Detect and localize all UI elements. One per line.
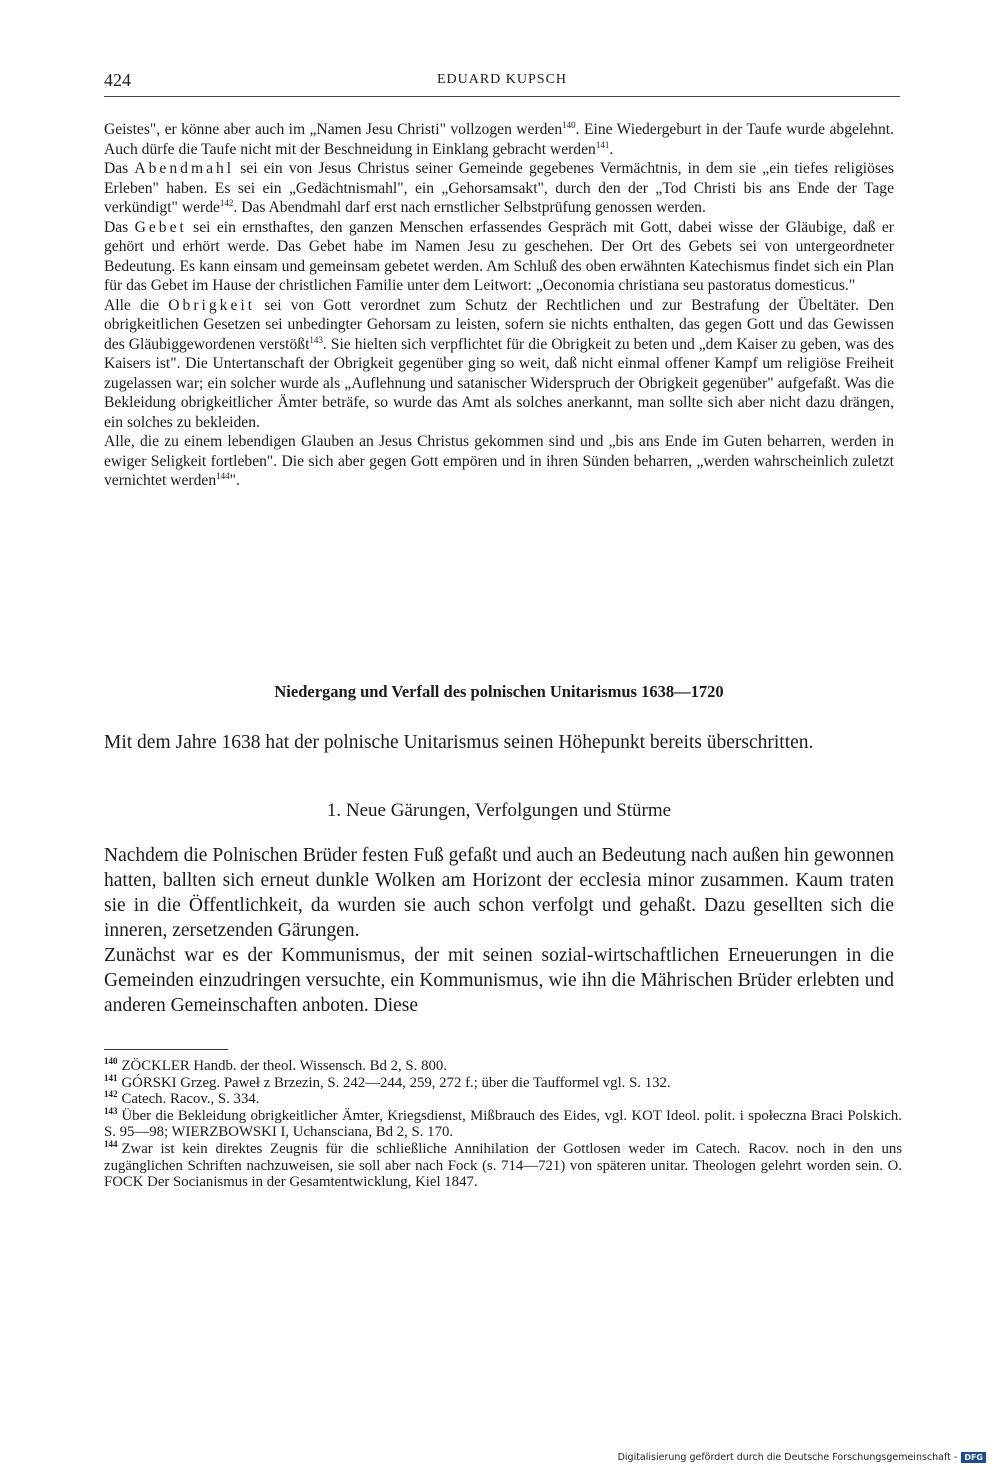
body-paragraph: Zunächst war es der Kommunismus, der mit seinen sozial-wirtschaftlichen Erneuerungen in die Gemeinden einzudringen versuchte, ein Kommunismus, wie ihn die Mährischen Brüder erlebten und anderen Gemeinschaften anboten. Diese xyxy=(104,945,894,1016)
footnote-number: 143 xyxy=(104,1105,118,1116)
footnote-ref-142[interactable]: 142 xyxy=(219,197,234,208)
footnote-140: $^{140}$ ZÖCKLER Handb. der theol. Wissensch. Bd 2, S. 800. xyxy=(104,1056,447,1074)
footnote-ref-140[interactable]: 140 xyxy=(562,119,576,130)
paragraph-baptism: Geistes", er könne aber auch im „Namen Jesu Christi" vollzogen werden$^{140}$. Eine Wiedergeburt in der Taufe wurde abgelehnt. Auch dürfe die Taufe nicht mit der Beschneidung in Einklang gebracht werden$^{141}$. xyxy=(104,119,894,158)
running-title: EDUARD KUPSCH xyxy=(436,72,568,87)
footnote-ref-141[interactable]: 141 xyxy=(595,139,610,150)
header-rule xyxy=(104,96,900,97)
term-gebet: Gebet xyxy=(134,218,187,236)
paragraph-gebet: Das Gebet sei ein ernsthaftes, den ganzen Menschen erfassendes Gespräch mit Gott, dabei wisse der Gläubige, daß er gehört und erhört werde. Das Gebet habe im Namen Jesu zu geschehen. Der Ort des Gebets sei von untergeordneter Bedeutung. Es kann einsam und gemeinsam gebetet werden. Am Schluß des oben erwähnten Katechismus findet sich ein Plan für das Gebet im Hause der christlichen Familie unter dem Leitwort: „Oeconomia christiana seu pastoratus domesticus." xyxy=(104,218,894,294)
doctrine-section xyxy=(104,120,894,491)
intro-paragraph: Mit dem Jahre 1638 hat der polnische Unitarismus seinen Höhepunkt bereits überschritten. xyxy=(104,732,814,753)
footnote-number: 142 xyxy=(104,1089,118,1100)
footnote-ref-143[interactable]: 143 xyxy=(309,334,323,345)
footnote-number: 140 xyxy=(104,1056,118,1067)
footnote-144: $^{144}$ Zwar ist kein direktes Zeugnis für die schließliche Annihilation der Gottlosen weder im Catech. Racov. noch in den uns zugänglichen Schriften nachzuweisen, sie soll aber nach Fock (s. 714—721) von späteren unitar. Theologen gelehrt worden sein. O. FOCK Der Socianismus in der Gesamtentwicklung, Kiel 1847. xyxy=(104,1139,902,1191)
page-header xyxy=(104,70,900,94)
section-heading: Niedergang und Verfall des polnischen Unitarismus 1638—1720 xyxy=(274,682,724,701)
footnote-number: 141 xyxy=(104,1072,118,1083)
paragraph-obrigkeit: Alle die Obrigkeit sei von Gott verordnet zum Schutz der Rechtlichen und zur Bestrafung der Übeltäter. Den obrigkeitlichen Gesetzen sei unbedingter Gehorsam zu leisten, sofern sie nichts enthalten, das gegen Gott und das Gewissen des Gläubiggewordenen verstößt$^{143}$. Sie hielten sich verpflichtet für die Obrigkeit zu beten und „dem Kaiser zu geben, was des Kaisers ist". Die Untertanschaft der Obrigkeit gegenüber ging so weit, daß nicht einmal offener Kampf um religiöse Freiheit zugelassen war; ein solcher wurde als „Auflehnung und satanischer Widerspruch der Obrigkeit gegenüber" aufgefaßt. Was die Bekleidung obrigkeitlicher Ämter beträfe, so wurde das Amt als solches anerkannt, man sollte sich aber nicht dazu drängen, ein solches zu bekleiden. xyxy=(104,296,894,431)
credit-text: Digitalisierung gefördert durch die Deutsche Forschungsgemeinschaft - xyxy=(617,1452,958,1463)
footnote-143: $^{143}$ Über die Bekleidung obrigkeitlicher Ämter, Kriegsdienst, Mißbrauch des Eides, vgl. KOT Ideol. polit. i społeczna Braci Polskich. S. 95—98; WIERZBOWSKI I, Uchansciana, Bd 2, S. 170. xyxy=(104,1105,902,1141)
footnote-142: $^{142}$ Catech. Racov., S. 334. xyxy=(104,1089,260,1108)
footnotes xyxy=(104,1058,902,1191)
page-number: 424 xyxy=(104,70,131,90)
term-obrigkeit: Obrigkeit xyxy=(168,296,256,314)
footnote-number: 144 xyxy=(104,1139,118,1150)
subsection-heading: 1. Neue Gärungen, Verfolgungen und Stürme xyxy=(326,800,672,821)
paragraph-eschatology: Alle, die zu einem lebendigen Glauben an Jesus Christus gekommen sind und „bis ans Ende im Guten beharren, werden in ewiger Seligkeit fortleben". Die sich aber gegen Gott empören und in ihren Sünden beharren, „werden wahrscheinlich zuletzt vernichtet werden$^{144}$". xyxy=(104,433,894,489)
body-text xyxy=(104,843,894,1018)
footnote-rule xyxy=(104,1049,228,1050)
paragraph-abendmahl: Das Abendmahl sei ein von Jesus Christus seiner Gemeinde gegebenes Vermächtnis, in dem sie „ein tiefes religiöses Erleben" haben. Es sei ein „Gedächtnismahl", ein „Gehorsamsakt", durch den der „Tod Christi bis ans Ende der Tage verkündigt" werde$^{142}$. Das Abendmahl darf erst nach ernstlicher Selbstprüfung genossen werden. xyxy=(104,160,894,216)
footnote-141: $^{141}$ GÓRSKI Grzeg. Paweł z Brzezin, S. 242—244, 259, 272 f.; über die Taufformel vgl. S. 132. xyxy=(104,1072,671,1091)
footnote-ref-144[interactable]: 144 xyxy=(216,470,230,481)
body-paragraph: Nachdem die Polnischen Brüder festen Fuß gefaßt und auch an Bedeutung nach außen hin gewonnen hatten, ballten sich erneut dunkle Wolken am Horizont der ecclesia minor zusammen. Kaum traten sie in die Öffentlichkeit, da wurden sie auch schon verfolgt und gehaßt. Dazu gesellten sich die inneren, zersetzenden Gärungen. xyxy=(104,845,894,941)
term-abendmahl: Abendmahl xyxy=(134,160,235,177)
digitization-credit xyxy=(618,1452,986,1463)
dfg-logo[interactable]: DFG xyxy=(961,1452,986,1463)
